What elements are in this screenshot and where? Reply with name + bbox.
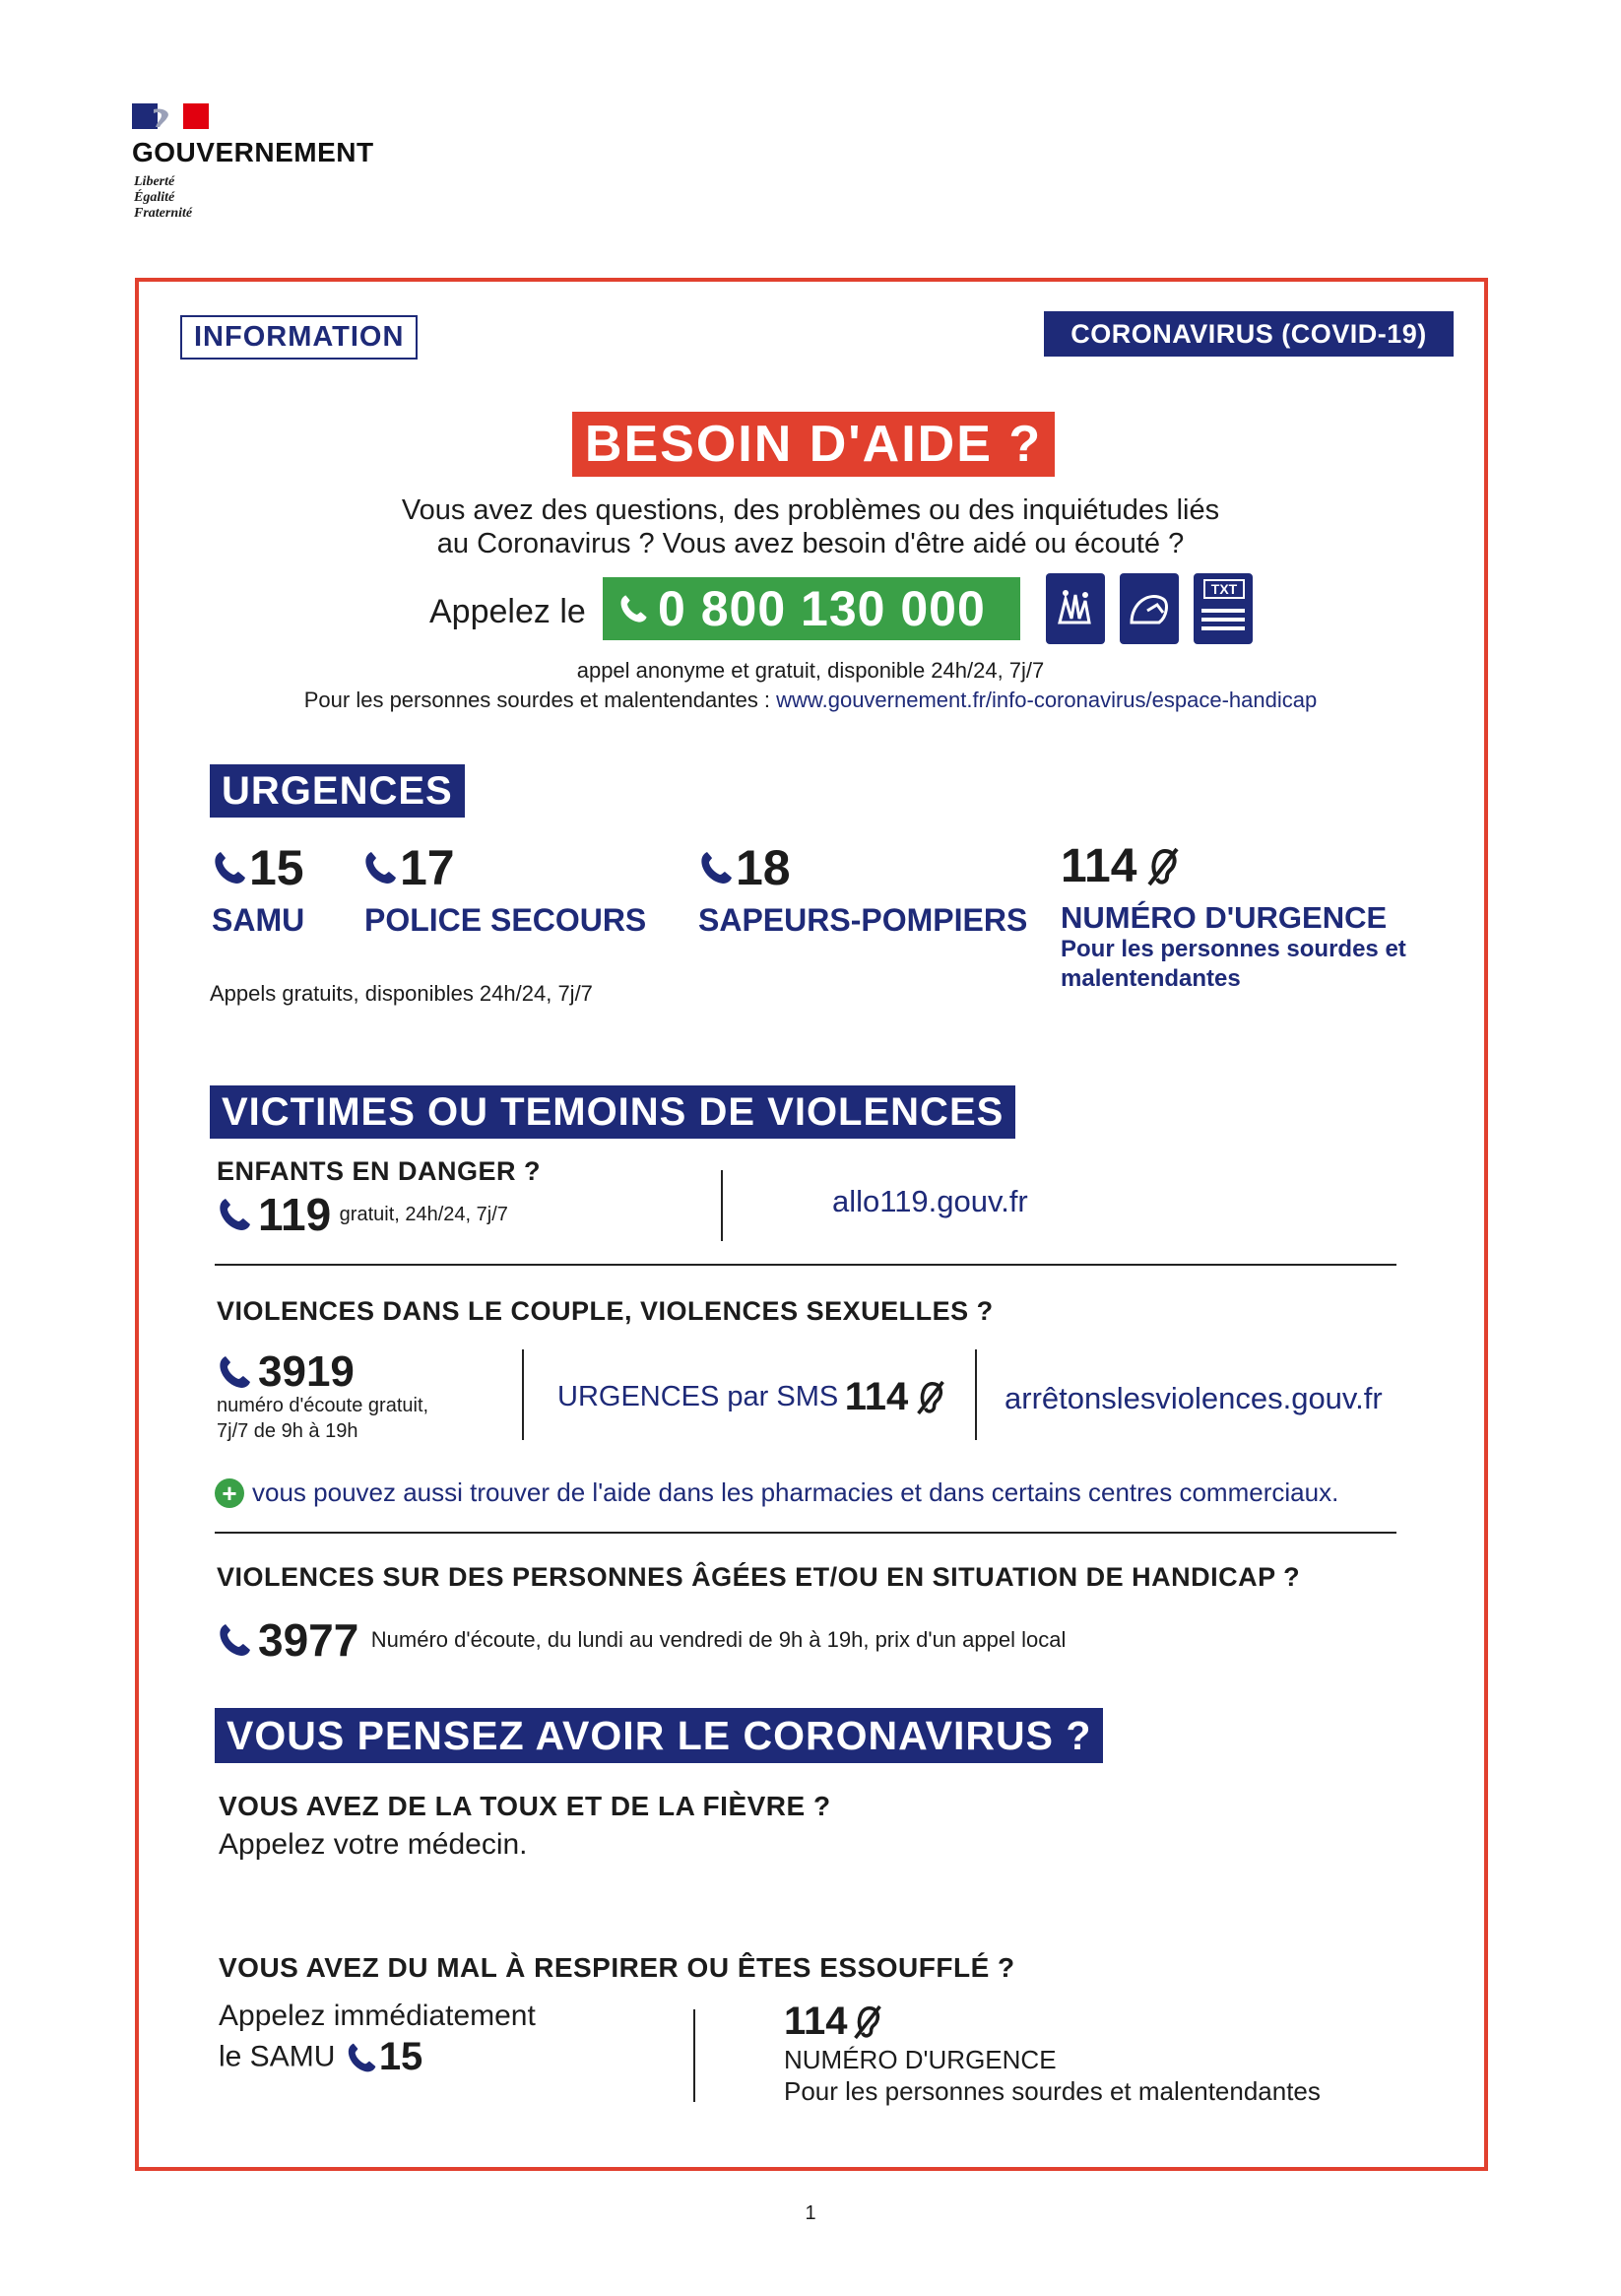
ages-number: 3977 xyxy=(258,1614,359,1666)
enfants-number: 119 xyxy=(258,1189,332,1240)
ages-number-block[interactable] xyxy=(215,1613,1066,1667)
phone-icon xyxy=(616,592,650,625)
gov-motto-3: Fraternité xyxy=(134,206,193,221)
arretons-link[interactable]: arrêtonslesviolences.gouv.fr xyxy=(1005,1381,1383,1415)
section-coronavirus: VOUS PENSEZ AVOIR LE CORONAVIRUS ? xyxy=(215,1708,1103,1763)
enfants-detail: gratuit, 24h/24, 7j/7 xyxy=(339,1203,508,1225)
call-prefix: Appelez le xyxy=(429,593,586,630)
section-urgences: URGENCES xyxy=(210,764,465,818)
enfants-number-block[interactable] xyxy=(215,1188,508,1241)
hearing-impaired-icon xyxy=(915,1378,946,1417)
divider xyxy=(522,1349,524,1440)
deaf-sub-2: malentendantes xyxy=(1061,965,1241,992)
couple-number-block[interactable] xyxy=(215,1347,355,1397)
couple-detail-2: 7j/7 de 9h à 19h xyxy=(217,1420,358,1442)
phone-icon xyxy=(210,848,249,887)
toux-question: VOUS AVEZ DE LA TOUX ET DE LA FIÈVRE ? xyxy=(219,1791,831,1821)
divider xyxy=(693,2009,695,2102)
respirer-samu-number: 15 xyxy=(378,2035,423,2078)
deaf-label: NUMÉRO D'URGENCE xyxy=(1061,900,1388,935)
police-number: 17 xyxy=(400,840,455,895)
police-label: POLICE SECOURS xyxy=(364,902,647,938)
couple-number: 3919 xyxy=(258,1347,355,1396)
gov-logo xyxy=(132,103,388,231)
sms-prefix: URGENCES par SMS xyxy=(557,1381,839,1412)
sign-language-icon xyxy=(1046,573,1105,644)
intro-line-2: au Coronavirus ? Vous avez besoin d'être aidé ou écouté ? xyxy=(436,528,1185,559)
divider xyxy=(975,1349,977,1440)
phone-icon xyxy=(215,1352,254,1392)
ages-detail: Numéro d'écoute, du lundi au vendredi de 9h à 19h, prix d'un appel local xyxy=(370,1627,1067,1652)
intro-line-1: Vous avez des questions, des problèmes ou des inquiétudes liés xyxy=(401,494,1220,526)
samu-number: 15 xyxy=(249,840,304,895)
corona-deaf-number: 114 xyxy=(784,2000,848,2043)
ages-question: VIOLENCES SUR DES PERSONNES ÂGÉES ET/OU EN SITUATION DE HANDICAP ? xyxy=(217,1562,1301,1592)
gov-motto-1: Liberté xyxy=(134,174,175,189)
pompiers-number: 18 xyxy=(736,840,791,895)
urgence-deaf[interactable] xyxy=(1061,839,1181,893)
respirer-question: VOUS AVEZ DU MAL À RESPIRER OU ÊTES ESSOUFFLÉ ? xyxy=(219,1952,1015,1983)
sms-number: 114 xyxy=(844,1375,909,1418)
phone-icon xyxy=(215,1195,254,1234)
urgence-police[interactable] xyxy=(360,839,455,896)
respirer-answer-1: Appelez immédiatement xyxy=(219,2000,536,2032)
toux-answer: Appelez votre médecin. xyxy=(219,1828,528,1861)
plus-icon: + xyxy=(215,1478,244,1508)
hearing-impaired-icon xyxy=(1145,845,1181,888)
corona-deaf-number-block[interactable] xyxy=(784,2000,883,2044)
respirer-answer-2: le SAMU xyxy=(219,2040,336,2073)
gov-name: GOUVERNEMENT xyxy=(132,137,374,167)
urgence-pompiers[interactable] xyxy=(696,839,791,896)
phone-icon xyxy=(215,1620,254,1660)
phone-icon xyxy=(696,848,736,887)
urgences-note: Appels gratuits, disponibles 24h/24, 7j/7 xyxy=(210,981,593,1006)
page-number: 1 xyxy=(805,2202,816,2224)
allo119-link[interactable]: allo119.gouv.fr xyxy=(832,1184,1028,1218)
enfants-question: ENFANTS EN DANGER ? xyxy=(217,1156,542,1186)
respirer-answer-2-block[interactable] xyxy=(219,2035,422,2079)
hearing-impaired-icon xyxy=(852,2002,883,2042)
txt-icon-label: TXT xyxy=(1203,579,1245,599)
samu-label: SAMU xyxy=(212,902,305,938)
phone-icon xyxy=(344,2040,379,2075)
marianne-flag-icon xyxy=(132,103,209,129)
urgence-samu[interactable] xyxy=(210,839,304,896)
pharma-note xyxy=(215,1477,1338,1508)
deaf-note-prefix: Pour les personnes sourdes et malentendantes : xyxy=(303,688,777,712)
deaf-number: 114 xyxy=(1061,840,1137,892)
corona-deaf-sub: Pour les personnes sourdes et malentendantes xyxy=(784,2076,1321,2106)
hotline-button[interactable] xyxy=(603,577,1020,640)
text-relay-icon xyxy=(1194,573,1253,644)
hotline-number: 0 800 130 000 xyxy=(658,581,986,636)
divider xyxy=(215,1264,1396,1266)
couple-detail-1: numéro d'écoute gratuit, xyxy=(217,1395,429,1416)
deaf-note xyxy=(0,688,1621,713)
couple-question: VIOLENCES DANS LE COUPLE, VIOLENCES SEXUELLES ? xyxy=(217,1296,994,1326)
tag-information: INFORMATION xyxy=(180,315,418,360)
espace-handicap-link[interactable]: www.gouvernement.fr/info-coronavirus/espace-handicap xyxy=(776,688,1318,712)
divider xyxy=(721,1170,723,1241)
phone-icon xyxy=(360,848,400,887)
hotline-note: appel anonyme et gratuit, disponible 24h/24, 7j/7 xyxy=(576,658,1045,683)
pompiers-label: SAPEURS-POMPIERS xyxy=(698,902,1028,938)
lip-reading-icon xyxy=(1120,573,1179,644)
section-violences: VICTIMES OU TEMOINS DE VIOLENCES xyxy=(210,1085,1015,1139)
pharma-note-text: vous pouvez aussi trouver de l'aide dans les pharmacies et dans certains centres commerciaux. xyxy=(252,1477,1339,1507)
tag-coronavirus: CORONAVIRUS (COVID-19) xyxy=(1044,311,1454,357)
page-title: BESOIN D'AIDE ? xyxy=(572,412,1055,477)
deaf-sub-1: Pour les personnes sourdes et xyxy=(1061,936,1406,962)
divider xyxy=(215,1532,1396,1534)
gov-motto-2: Égalité xyxy=(134,190,175,205)
sms-block[interactable] xyxy=(557,1375,946,1419)
corona-deaf-label: NUMÉRO D'URGENCE xyxy=(784,2045,1057,2074)
